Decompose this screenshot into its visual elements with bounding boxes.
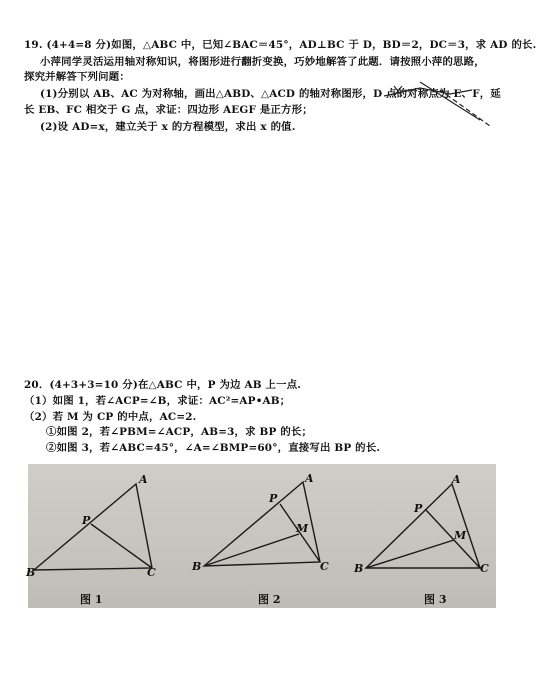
fig1-caption: 图 1 — [80, 593, 103, 606]
fig3-label-B: B — [354, 562, 364, 575]
fig2-label-B: B — [192, 560, 202, 573]
q19-part1: (1)分别以 AB、AC 为对称轴，画出△ABD、△ACD 的轴对称图形，D 点的对称点为 E、F，延 — [40, 88, 501, 100]
figure-1 — [25, 473, 156, 606]
fig3-label-A: A — [452, 473, 461, 486]
q20-part2: （2）若 M 为 CP 的中点，AC=2. — [24, 411, 197, 423]
fig1-label-A: A — [139, 473, 148, 486]
figures-photo — [28, 464, 496, 608]
fig1-label-C: C — [147, 566, 156, 579]
fig2-label-C: C — [320, 560, 329, 573]
fig3-caption: 图 3 — [424, 593, 447, 606]
figure-2 — [191, 472, 329, 606]
fig2-label-A: A — [305, 472, 314, 485]
q19-part2: (2)设 AD=x，建立关于 x 的方程模型，求出 x 的值. — [40, 121, 296, 133]
fig1-label-P: P — [82, 514, 91, 527]
q20-part2-b: ②如图 3，若∠ABC=45°，∠A=∠BMP=60°，直接写出 BP 的长. — [46, 442, 381, 454]
q20-statement: 20．(4+3+3=10 分)在△ABC 中，P 为边 AB 上一点. — [24, 379, 302, 391]
fig2-caption: 图 2 — [258, 593, 281, 606]
fig3-label-P: P — [414, 502, 423, 515]
figure-3 — [353, 473, 489, 606]
fig3-label-C: C — [480, 562, 489, 575]
q19-intro: 小萍同学灵活运用轴对称知识，将图形进行翻折变换，巧妙地解答了此题．请按照小萍的思路， — [40, 56, 485, 68]
fig3-label-M: M — [454, 529, 467, 542]
pen-strokes — [380, 80, 500, 130]
q19-part1-cont: 长 EB、FC 相交于 G 点，求证：四边形 AEGF 是正方形； — [24, 104, 313, 116]
fig2-label-M: M — [296, 522, 309, 535]
q20-part1: （1）如图 1，若∠ACP=∠B，求证：AC²=AP•AB； — [24, 395, 291, 407]
q19-statement: 19. (4+4=8 分)如图，△ABC 中，已知∠BAC＝45°，AD⊥BC 于 D，BD＝2，DC＝3，求 AD 的长. — [24, 39, 536, 51]
fig1-label-B: B — [26, 566, 36, 579]
q20-part2-a: ①如图 2，若∠PBM=∠ACP，AB=3，求 BP 的长； — [46, 426, 313, 438]
q19-prompt: 探究并解答下列问题： — [24, 71, 130, 83]
fig2-label-P: P — [269, 492, 278, 505]
